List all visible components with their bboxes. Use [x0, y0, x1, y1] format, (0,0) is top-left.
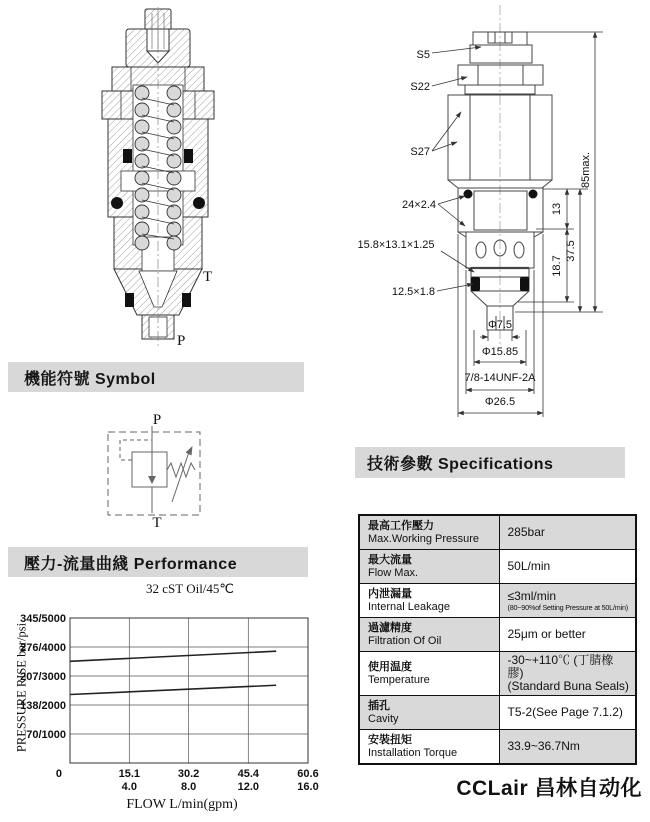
- spec-row: [359, 515, 636, 550]
- spec-value-line2: (Standard Buna Seals): [507, 679, 629, 693]
- label-oring-bottom: 12.5×1.8: [391, 286, 435, 298]
- spec-row: [359, 618, 636, 652]
- chart-title: 32 cST Oil/45℃: [145, 581, 235, 596]
- spec-row: [359, 550, 636, 584]
- spec-parameter-zh: 最大流量: [368, 553, 412, 566]
- x-tick-gpm: 8.0: [180, 781, 197, 793]
- x-tick-lmin: 15.1: [118, 768, 141, 780]
- chart-plot: [10, 600, 330, 795]
- symbol-port-t: T: [152, 515, 162, 530]
- specifications-section-header: 技術參數 Specifications: [355, 447, 625, 478]
- spec-parameter-cell: [359, 550, 499, 584]
- spec-parameter-cell: [359, 515, 499, 550]
- label-height-max: 85max.: [580, 151, 592, 189]
- spec-parameter-zh: 安裝扭矩: [368, 733, 412, 746]
- x-tick-lmin: 30.2: [177, 768, 200, 780]
- label-s22: S22: [410, 81, 430, 93]
- specifications-table-body: [359, 515, 636, 764]
- spec-parameter-en: Flow Max.: [368, 566, 419, 579]
- label-dim-13: 13: [551, 202, 563, 216]
- y-tick-label: 345/5000: [20, 613, 66, 625]
- valve-outline-drawing: [340, 0, 650, 425]
- spec-value-cell: [499, 652, 636, 696]
- origin-tick-label: 0: [55, 768, 62, 780]
- spec-parameter-cell: [359, 584, 499, 618]
- label-oring-top: 24×2.4: [402, 199, 436, 211]
- spec-row: [359, 696, 636, 730]
- label-dia-body: Φ26.5: [484, 396, 516, 408]
- symbol-section-header: 機能符號 Symbol: [8, 362, 304, 392]
- spec-parameter-cell: [359, 730, 499, 765]
- x-tick-gpm: 12.0: [237, 781, 260, 793]
- spec-parameter-zh: 最高工作壓力: [368, 519, 434, 532]
- label-s5: S5: [416, 49, 430, 61]
- label-dia-nose: Φ15.85: [481, 346, 519, 358]
- spec-parameter-zh: 過濾精度: [368, 621, 412, 634]
- spec-value: -30~+110℃ (丁腈橡膠): [507, 653, 614, 680]
- spec-value-note: (80~90%of Setting Pressure at 50L/min): [507, 602, 628, 612]
- symbol-port-p: P: [152, 412, 162, 428]
- hydraulic-symbol-diagram: [100, 412, 215, 530]
- x-tick-lmin: 45.4: [237, 768, 260, 780]
- spec-parameter-en: Temperature: [368, 673, 430, 686]
- label-s27: S27: [410, 146, 430, 158]
- spec-row: [359, 730, 636, 765]
- spec-parameter-en: Cavity: [368, 712, 399, 725]
- spec-parameter-cell: [359, 652, 499, 696]
- y-tick-label: 138/2000: [20, 700, 66, 712]
- label-backup-ring: 15.8×13.1×1.25: [357, 239, 435, 251]
- spec-value: 25μm or better: [507, 627, 586, 641]
- spec-value: ≤3ml/min: [507, 588, 557, 603]
- performance-section-header: 壓力-流量曲綫 Performance: [8, 547, 308, 577]
- series-line: [70, 685, 276, 694]
- spec-value-cell: [499, 550, 636, 584]
- spec-row: [359, 652, 636, 696]
- specifications-table: [358, 514, 637, 765]
- valve-cross-section-drawing: [95, 5, 255, 350]
- spec-row: [359, 584, 636, 618]
- spec-parameter-cell: [359, 696, 499, 730]
- spec-parameter-en: Installation Torque: [368, 746, 458, 759]
- label-dim-37-5: 37.5: [565, 240, 577, 262]
- brand-logo: CCLair 昌林自动化: [456, 777, 642, 800]
- chart-y-axis-label: PRESSURE RISE bar/psi: [14, 622, 29, 753]
- y-tick-label: 207/3000: [20, 671, 66, 683]
- x-tick-gpm: 4.0: [121, 781, 137, 793]
- spec-parameter-en: Filtration Of Oil: [368, 634, 442, 647]
- spec-parameter-zh: 使用温度: [368, 660, 412, 673]
- spec-parameter-cell: [359, 618, 499, 652]
- y-tick-label: 70/1000: [26, 729, 66, 741]
- spec-parameter-en: Internal Leakage: [368, 600, 450, 613]
- spec-value-cell: [499, 618, 636, 652]
- spec-value-cell: [499, 584, 636, 618]
- spec-value-cell: [499, 696, 636, 730]
- spec-value-cell: [499, 730, 636, 765]
- port-p-label: P: [177, 333, 186, 349]
- y-tick-label: 276/4000: [20, 642, 66, 654]
- chart-x-axis-label: FLOW L/min(gpm): [126, 797, 238, 812]
- label-dim-18-7: 18.7: [551, 255, 563, 277]
- spec-parameter-zh: 插孔: [368, 699, 390, 712]
- spec-value: 50L/min: [507, 559, 551, 573]
- label-thread: 7/8-14UNF-2A: [464, 372, 536, 384]
- performance-chart: [10, 600, 330, 795]
- spec-parameter-zh: 内泄漏量: [368, 587, 412, 600]
- label-dia-tip: Φ7.5: [487, 319, 513, 331]
- spec-value: 33.9~36.7Nm: [507, 739, 580, 753]
- spec-value: T5-2(See Page 7.1.2): [507, 705, 623, 719]
- x-tick-lmin: 60.6: [297, 768, 319, 780]
- plot-frame: [70, 618, 308, 763]
- dimension-labels: [357, 49, 592, 408]
- symbol-linework: [108, 426, 200, 515]
- series-line: [70, 651, 276, 661]
- spec-value: 285bar: [507, 525, 545, 539]
- spec-parameter-en: Max.Working Pressure: [368, 532, 480, 545]
- port-t-label: T: [203, 269, 213, 285]
- x-tick-gpm: 16.0: [297, 781, 319, 793]
- spec-value-cell: [499, 515, 636, 550]
